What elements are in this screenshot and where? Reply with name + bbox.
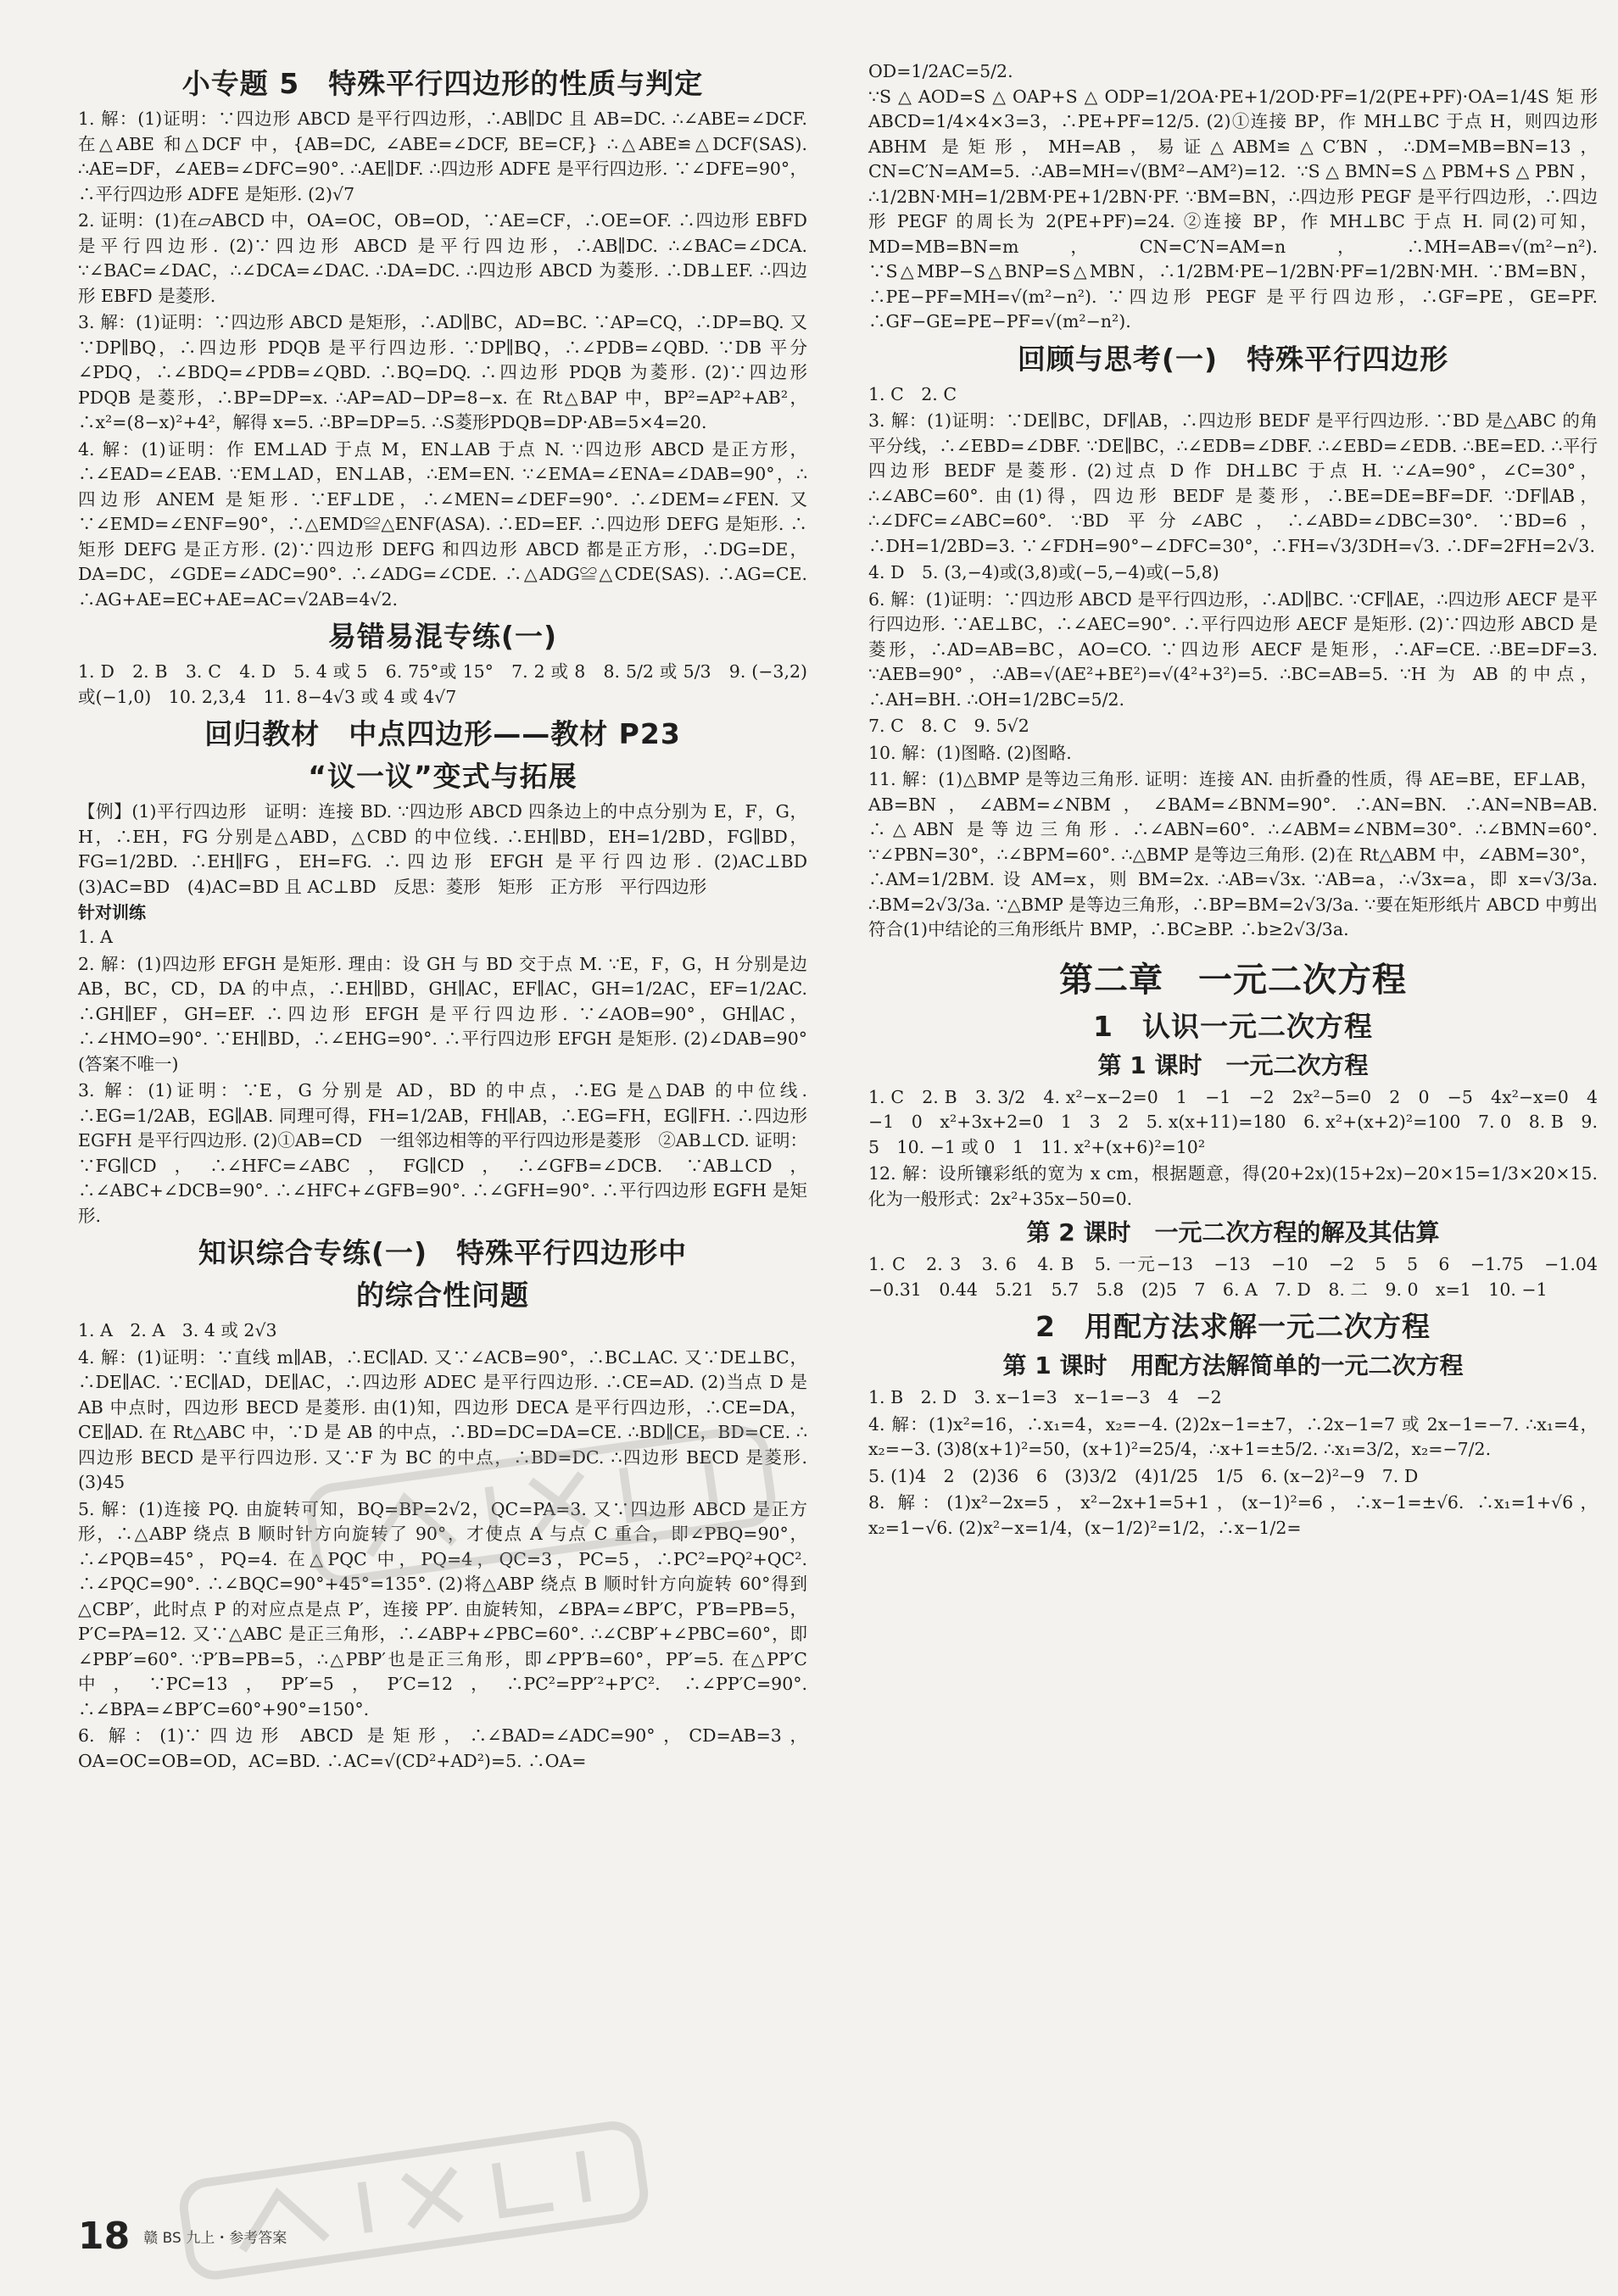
section-title-error-practice: 易错易混专练(一) <box>327 620 558 653</box>
right-column <box>868 59 1615 1541</box>
answer-paragraph: 11. 解：(1)△BMP 是等边三角形. 证明：连接 AN. 由折叠的性质，得 AE=BE，EF⊥AB，AB=BN，∠ABM=∠NBM，∠BAM=∠BNM=90°. ∴AN=BN. ∴AN=NB=AB. ∴△ABN 是等边三角形. ∴∠ABN=60°. ∴∠ABM=∠NBM=30°. ∴∠BMN=60°. ∵∠PBN=30°，∴∠BPM=60°. ∴△BMP 是等边三角形. (2)在 Rt△ABM 中，∠ABM=30°，∴AM=1/2BM. 设 AM=x，则 BM=2x. ∴AB=√3x. ∵AB=a，∴√3x=a，即 x=√3/3a. ∴BM=2√3/3a. ∵△BMP 是等边三角形，∴BP=BM=2√3/3a. ∵要在矩形纸片 ABCD 中剪出符合(1)中结论的三角形纸片 BMP，∴BC≥BP. ∴b≥2√3/3a. <box>868 769 1598 939</box>
answer-paragraph: 4. D 5. (3,−4)或(3,8)或(−5,−4)或(−5,8) <box>868 562 1219 582</box>
lesson-title: 第 1 课时 用配方法解简单的一元二次方程 <box>1002 1351 1464 1379</box>
training-label: 针对训练 <box>78 902 146 922</box>
answer-paragraph: 【例】(1)平行四边形 证明：连接 BD. ∵四边形 ABCD 四条边上的中点分别为 E，F，G，H，∴EH，FG 分别是△ABD，△CBD 的中位线. ∴EH∥BD，EH=1/2BD，FG∥BD，FG=1/2BD. ∴EH∥FG，EH=FG. ∴四边形 EFGH 是平行四边形. (2)AC⊥BD (3)AC=BD (4)AC=BD 且 AC⊥BD 反思：菱形 矩形 正方形 平行四边形 <box>78 801 825 897</box>
section-title-recognize-equation: 1 认识一元二次方程 <box>1093 1009 1373 1043</box>
answer-paragraph: 2. 证明：(1)在▱ABCD 中，OA=OC，OB=OD，∵AE=CF，∴OE=OF. ∴四边形 EBFD 是平行四边形. (2)∵四边形 ABCD 是平行四边形，∴AB∥DC. ∴∠BAC=∠DCA. ∵∠BAC=∠DAC，∴∠DCA=∠DAC. ∴DA=DC. ∴四边形 ABCD 为菱形. ∴DB⊥EF. ∴四边形 EBFD 是菱形. <box>78 210 807 306</box>
answer-paragraph: 3. 解：(1)证明：∵DE∥BC，DF∥AB，∴四边形 BEDF 是平行四边形. ∵BD 是△ABC 的角平分线，∴∠EBD=∠DBF. ∵DE∥BC，∴∠EDB=∠DBF. ∴∠EBD=∠EDB. ∴BE=ED. ∴平行四边形 BEDF 是菱形. (2)过点 D 作 DH⊥BC 于点 H. ∵∠A=90°，∠C=30°，∴∠ABC=60°. 由(1)得，四边形 BEDF 是菱形，∴BE=DE=BF=DF. ∵DF∥AB，∴∠DFC=∠ABC=60°. ∵BD 平分∠ABC，∴∠ABD=∠DBC=30°. ∵BD=6，∴DH=1/2BD=3. ∵∠FDH=90°−∠DFC=30°，∴FH=√3/3DH=√3. ∴DF=2FH=2√3. <box>868 410 1598 556</box>
answer-paragraph: 3. 解：(1)证明：∵E，G 分别是 AD，BD 的中点，∴EG 是△DAB 的中位线. ∴EG=1/2AB，EG∥AB. 同理可得，FH=1/2AB，FH∥AB，∴EG=FH，EG∥FH. ∴四边形 EGFH 是平行四边形. (2)①AB=CD 一组邻边相等的平行四边形是菱形 ②AB⊥CD. 证明：∵FG∥CD，∴∠HFC=∠ABC，FG∥CD，∴∠GFB=∠DCB. ∵AB⊥CD，∴∠ABC+∠DCB=90°. ∴∠HFC+∠GFB=90°. ∴∠GFH=90°. ∴平行四边形 EGFH 是矩形. <box>78 1080 807 1226</box>
answer-paragraph: 1. A 2. A 3. 4 或 2√3 <box>78 1320 277 1340</box>
lesson-title: 第 2 课时 一元二次方程的解及其估算 <box>1026 1218 1440 1246</box>
answer-paragraph: 1. C 2. C <box>868 383 957 404</box>
answer-paragraph: 1. C 2. 3 3. 6 4. B 5. 一元−13 −13 −10 −2 5 5 6 −1.75 −1.04 −0.31 0.44 5.21 5.7 5.8 (2)5 7 6. A 7. D 8. 二 9. 0 x=1 10. −1 <box>868 1254 1615 1300</box>
answer-paragraph: 3. 解：(1)证明：∵四边形 ABCD 是矩形，∴AD∥BC，AD=BC. ∵AP=CQ，∴DP=BQ. 又∵DP∥BQ，∴四边形 PDQB 是平行四边形. ∵DP∥BQ，∴∠PDB=∠QBD. ∵DB 平分∠PDQ，∴∠BDQ=∠PDB=∠QBD. ∴BQ=DQ. ∴四边形 PDQB 为菱形. (2)∵四边形 PDQB 是菱形，∴BP=DP=x. ∴AP=AD−DP=8−x. 在 Rt△BAP 中，BP²=AP²+AB²，∴x²=(8−x)²+4²，解得 x=5. ∴BP=DP=5. ∴S菱形PDQB=DP·AB=5×4=20. <box>78 312 807 432</box>
chapter-title: 第二章 一元二次方程 <box>1059 960 1407 1000</box>
answer-paragraph: 1. B 2. D 3. x−1=3 x−1=−3 4 −2 <box>868 1387 1222 1407</box>
answer-paragraph: 1. C 2. B 3. 3/2 4. x²−x−2=0 1 −1 −2 2x²−5=0 2 0 −5 4x²−x=0 4 −1 0 x²+3x+2=0 1 3 2 5. x(x+11)=180 6. x²+(x+2)²=100 7. 0 8. B 9. 5 10. −1 或 0 1 11. x²+(x+6)²=10² <box>868 1086 1615 1157</box>
answer-paragraph: 12. 解：设所镶彩纸的宽为 x cm，根据题意，得(20+2x)(15+2x)−20×15=1/3×20×15. 化为一般形式：2x²+35x−50=0. <box>868 1163 1598 1209</box>
section-title-knowledge-synthesis: 知识综合专练(一) 特殊平行四边形中 <box>198 1236 688 1269</box>
lesson-title: 第 1 课时 一元二次方程 <box>1097 1050 1369 1079</box>
answer-paragraph: 4. 解：(1)x²=16，∴x₁=4，x₂=−4. (2)2x−1=±7，∴2x−1=7 或 2x−1=−7. ∴x₁=4，x₂=−3. (3)8(x+1)²=50，(x+1)²=25/4，∴x+1=±5/2. ∴x₁=3/2，x₂=−7/2. <box>868 1413 1598 1459</box>
page-number: 18 <box>78 2215 131 2258</box>
answer-paragraph: 4. 解：(1)证明：作 EM⊥AD 于点 M，EN⊥AB 于点 N. ∵四边形 ABCD 是正方形，∴∠EAD=∠EAB. ∵EM⊥AD，EN⊥AB，∴EM=EN. ∵∠EMA=∠ENA=∠DAB=90°，∴四边形 ANEM 是矩形. ∵EF⊥DE，∴∠MEN=∠DEF=90°. ∴∠DEM=∠FEN. 又∵∠EMD=∠ENF=90°，∴△EMD≌△ENF(ASA). ∴ED=EF. ∴四边形 DEFG 是矩形. ∴矩形 DEFG 是正方形. (2)∵四边形 DEFG 和四边形 ABCD 都是正方形，∴DG=DE，DA=DC，∠GDE=∠ADC=90°. ∴∠ADG=∠CDE. ∴△ADG≌△CDE(SAS). ∴AG=CE. ∴AG+AE=EC+AE=AC=√2AB=4√2. <box>78 438 807 610</box>
running-head: 赣 BS 九上・参考答案 <box>143 2230 287 2247</box>
watermark-logo <box>171 2104 659 2296</box>
section-title-completing-square: 2 用配方法求解一元二次方程 <box>1035 1310 1431 1343</box>
answer-paragraph: 5. 解：(1)连接 PQ. 由旋转可知，BQ=BP=2√2，QC=PA=3. 又∵四边形 ABCD 是正方形，∴△ABP 绕点 B 顺时针方向旋转了 90°，才使点 A 与点 C 重合，即∠PBQ=90°，∴∠PQB=45°，PQ=4. 在△PQC 中，PQ=4，QC=3，PC=5，∴PC²=PQ²+QC². ∴∠PQC=90°. ∴∠BQC=90°+45°=135°. (2)将△ABP 绕点 B 顺时针方向旋转 60°得到△CBP′，此时点 P 的对应点是点 P′，连接 PP′. 由旋转知，∠BPA=∠BP′C，P′B=PB=5，P′C=PA=12. 又∵△ABC 是正三角形，∴∠ABP+∠PBC=60°. ∴∠CBP′+∠PBC=60°，即∠PBP′=60°. ∵P′B=PB=5，∴△PBP′也是正三角形，即∠PP′B=60°，PP′=5. 在△PP′C 中，∵PC=13，PP′=5，P′C=12，∴PC²=PP′²+P′C². ∴∠PP′C=90°. ∴∠BPA=∠BP′C=60°+90°=150°. <box>78 1498 807 1719</box>
answer-paragraph: 6. 解：(1)∵四边形 ABCD 是矩形，∴∠BAD=∠ADC=90°，CD=AB=3，OA=OC=OB=OD，AC=BD. ∴AC=√(CD²+AD²)=5. ∴OA= <box>78 1725 807 1771</box>
answer-paragraph: 5. (1)4 2 (2)36 6 (3)3/2 (4)1/25 1/5 6. (x−2)²−9 7. D <box>868 1465 1419 1486</box>
answer-paragraph: 4. 解：(1)证明：∵直线 m∥AB，∴EC∥AD. 又∵∠ACB=90°，∴BC⊥AC. 又∵DE⊥BC，∴DE∥AC. ∵EC∥AD，DE∥AC，∴四边形 ADEC 是平行四边形. ∴CE=AD. (2)当点 D 是 AB 中点时，四边形 BECD 是菱形. 由(1)知，四边形 DECA 是平行四边形，∴CE=DA，CE∥AD. 在 Rt△ABC 中，∵D 是 AB 的中点，∴BD=DC=DA=CE. ∴BD∥CE，BD=CE. ∴四边形 BECD 是平行四边形. 又∵F 为 BC 的中点，∴BD=DC. ∴四边形 BECD 是菱形. (3)45 <box>78 1346 807 1492</box>
section-subtitle-textbook-return: “议一议”变式与拓展 <box>308 760 577 793</box>
answer-paragraph: 6. 解：(1)证明：∵四边形 ABCD 是平行四边形，∴AD∥BC. ∵CF∥AE，∴四边形 AECF 是平行四边形. ∵AE⊥BC，∴∠AEC=90°. ∴平行四边形 AECF 是矩形. (2)∵四边形 ABCD 是菱形，∴AD=AB=BC，AO=CO. ∵四边形 AECF 是矩形，∴AF=CE. ∴BE=DF=3. ∵AEB=90°，∴AB=√(AE²+BE²)=√(4²+3²)=5. ∴BC=AB=5. ∵H 为 AB 的中点，∴AH=BH. ∴OH=1/2BC=5/2. <box>868 588 1598 710</box>
answer-paragraph: 7. C 8. C 9. 5√2 <box>868 716 1029 736</box>
answer-paragraph: 1. D 2. B 3. C 4. D 5. 4 或 5 6. 75°或 15° 7. 2 或 8 8. 5/2 或 5/3 9. (−3,2)或(−1,0) 10. 2,3,4 11. 8−4√3 或 4 或 4√7 <box>78 661 807 707</box>
answer-paragraph: 8. 解：(1)x²−2x=5，x²−2x+1=5+1，(x−1)²=6，∴x−1=±√6. ∴x₁=1+√6，x₂=1−√6. (2)x²−x=1/4，(x−1/2)²=1/2，∴x−1/2= <box>868 1492 1598 1538</box>
answer-paragraph: 1. A <box>78 927 113 947</box>
section-title-textbook-return: 回归教材 中点四边形——教材 P23 <box>204 717 681 750</box>
answer-paragraph: 1. 解：(1)证明：∵四边形 ABCD 是平行四边形，∴AB∥DC 且 AB=DC. ∴∠ABE=∠DCF. 在△ABE 和△DCF 中，{AB=DC, ∠ABE=∠DCF, BE=CF,} ∴△ABE≌△DCF(SAS). ∴AE=DF，∠AEB=∠DFC=90°. ∴AE∥DF. ∴四边形 ADFE 是平行四边形. ∵∠DFE=90°，∴平行四边形 ADFE 是矩形. (2)√7 <box>78 109 807 204</box>
section-title-special-parallelograms: 小专题 5 特殊平行四边形的性质与判定 <box>181 67 704 100</box>
answer-paragraph: 10. 解：(1)图略. (2)图略. <box>868 742 1072 763</box>
section-title-review: 回顾与思考(一) 特殊平行四边形 <box>1017 342 1449 376</box>
answer-paragraph: OD=1/2AC=5/2. ∵S△AOD=S△OAP+S△ODP=1/2OA·PE+1/2OD·PF=1/2(PE+PF)·OA=1/4S矩形ABCD=1/4×4×3=3，∴PE+PF=12/5. (2)①连接 BP，作 MH⊥BC 于点 H，则四边形 ABHM 是矩形，MH=AB，易证△ABM≌△C′BN，∴DM=MB=BN=13，CN=C′N=AM=5. ∴AB=MH=√(BM²−AM²)=12. ∵S△BMN=S△PBM+S△PBN，∴1/2BN·MH=1/2BM·PE+1/2BN·PF. ∵BM=BN，∴四边形 PEGF 是平行四边形，∴四边形 PEGF 的周长为 2(PE+PF)=24. ②连接 BP，作 MH⊥BC 于点 H. 同(2)可知，MD=MB=BN=m，CN=C′N=AM=n，∴MH=AB=√(m²−n²). ∵S△MBP−S△BNP=S△MBN，∴1/2BM·PE−1/2BN·PF=1/2BN·MH. ∵BM=BN，∴PE−PF=MH=√(m²−n²). ∵四边形 PEGF 是平行四边形，∴GF=PE，GE=PF. ∴GF−GE=PE−PF=√(m²−n²). <box>868 61 1598 332</box>
answer-paragraph: 2. 解：(1)四边形 EFGH 是矩形. 理由：设 GH 与 BD 交于点 M. ∵E，F，G，H 分别是边 AB，BC，CD，DA 的中点，∴EH∥BD，GH∥AC，EF∥AC，GH=1/2AC，EF=1/2AC. ∴GH∥EF，GH=EF. ∴四边形 EFGH 是平行四边形. ∵∠AOB=90°，GH∥AC，∴∠HMO=90°. ∵EH∥BD，∴∠EHG=90°. ∴平行四边形 EFGH 是矩形. (2)∠DAB=90°(答案不唯一) <box>78 953 807 1074</box>
section-subtitle-knowledge-synthesis: 的综合性问题 <box>356 1279 529 1312</box>
